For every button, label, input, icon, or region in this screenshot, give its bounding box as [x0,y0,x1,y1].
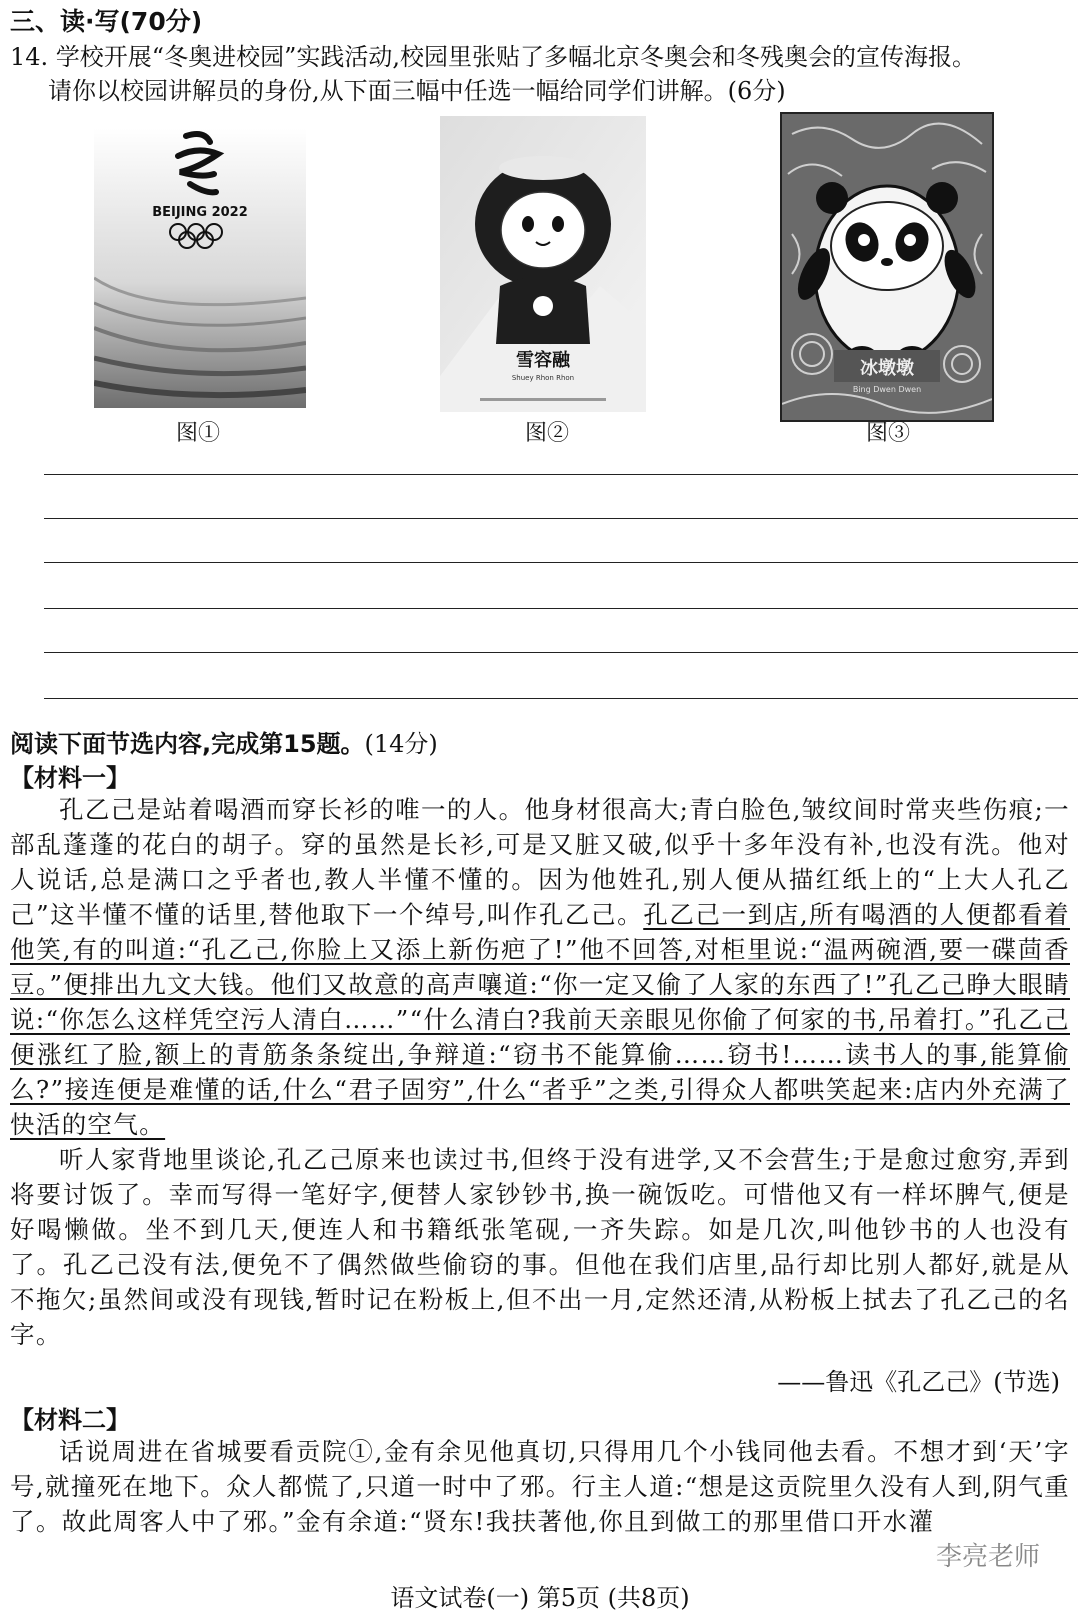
figure-label-1: 图① [176,421,221,446]
poster-2-name-cn: 雪容融 [516,350,570,371]
reading-points: (14分) [364,730,438,758]
answer-line[interactable] [44,474,1078,475]
poster-3-name-en: Bing Dwen Dwen [852,385,922,394]
answer-line[interactable] [44,562,1078,563]
answer-line[interactable] [44,698,1078,699]
material-1-title: 【材料一】 [10,764,130,792]
material-2-title: 【材料二】 [10,1406,130,1434]
reading-intro [10,724,438,759]
material-1-source: ——鲁迅《孔乙己》(节选) [777,1368,1060,1396]
answer-line[interactable] [44,518,1078,519]
reading-intro-text: 阅读下面节选内容,完成第15题。 [10,730,365,758]
poster-2-image [440,116,646,412]
material-1-body [10,792,1070,1352]
answer-line[interactable] [44,608,1078,609]
section-title: 三、读·写(70分) [10,7,203,36]
poster-2-name-en: Shuey Rhon Rhon [511,374,575,382]
poster-1-text: BEIJING 2022 [152,205,248,220]
question-14 [10,40,1070,108]
poster-1-image [94,128,306,408]
paragraph-1-plain: 孔乙己是站着喝酒而穿长衫的唯一的人。他身材很高大;青白脸色,皱纹间时常夹些伤痕;一部乱蓬蓬的花白的胡子。穿的虽然是长衫,可是又脏又破,似乎十多年没有补,也没有洗。他对人说话,总是满口之乎者也,教人半懂不懂的。因为他姓孔,别人便从描红纸上的“上大人孔乙己”这半懂不懂的话里,替他取下一个绰号,叫作孔乙己。 [10,795,1070,929]
watermark: 李亮老师 [935,1542,1040,1572]
paragraph-1-underlined: 孔乙己一到店,所有喝酒的人便都看着他笑,有的叫道:“孔乙己,你脸上又添上新伤疤了!”他不回答,对柜里说:“温两碗酒,要一碟茴香豆。”便排出九文大钱。他们又故意的高声嚷道:“你一定又偷了人家的东西了!”孔乙己睁大眼睛说:“你怎么这样凭空污人清白……”“什么清白?我前天亲眼见你偷了何家的书,吊着打。”孔乙己便涨红了脸,额上的青筋条条绽出,争辩道:“窃书不能算偷……窃书!……读书人的事,能算偷么?”接连便是难懂的话,什么“君子固穷”,什么“者乎”之类,引得众人都哄笑起来:店内外充满了快活的空气。 [10,900,1070,1139]
material-2-body [10,1434,1070,1539]
figure-label-2: 图② [525,421,570,446]
page-footer: 语文试卷(一) 第5页 (共8页) [390,1584,690,1612]
material-2-paragraph-1: 话说周进在省城要看贡院①,金有余见他真切,只得用几个小钱同他去看。不想才到‘天’字号,就撞死在地下。众人都慌了,只道一时中了邪。行主人道:“想是这贡院里久没有人到,阴气重了。故此周客人中了邪。”金有余道:“贤东!我扶著他,你且到做工的那里借口开水灌 [10,1437,1070,1536]
poster-3-name-cn: 冰墩墩 [860,358,914,379]
material-1-paragraph-2: 听人家背地里谈论,孔乙己原来也读过书,但终于没有进学,又不会营生;于是愈过愈穷,弄到将要讨饭了。幸而写得一笔好字,便替人家钞钞书,换一碗饭吃。可惜他又有一样坏脾气,便是好喝懒做。坐不到几天,便连人和书籍纸张笔砚,一齐失踪。如是几次,叫他钞书的人也没有了。孔乙己没有法,便免不了偶然做些偷窃的事。但他在我们店里,品行却比别人都好,就是从不拖欠;虽然间或没有现钱,暂时记在粉板上,但不出一月,定然还清,从粉板上拭去了孔乙己的名字。 [10,1145,1070,1349]
figure-label-3: 图③ [866,421,911,446]
material-1-paragraph-1 [10,792,1070,1142]
question-14-line1: 14. 学校开展“冬奥进校园”实践活动,校园里张贴了多幅北京冬奥会和冬残奥会的宣传海报。 [10,43,976,71]
poster-3-image [780,112,994,422]
answer-line[interactable] [44,652,1078,653]
question-14-line2: 请你以校园讲解员的身份,从下面三幅中任选一幅给同学们讲解。(6分) [48,77,786,105]
